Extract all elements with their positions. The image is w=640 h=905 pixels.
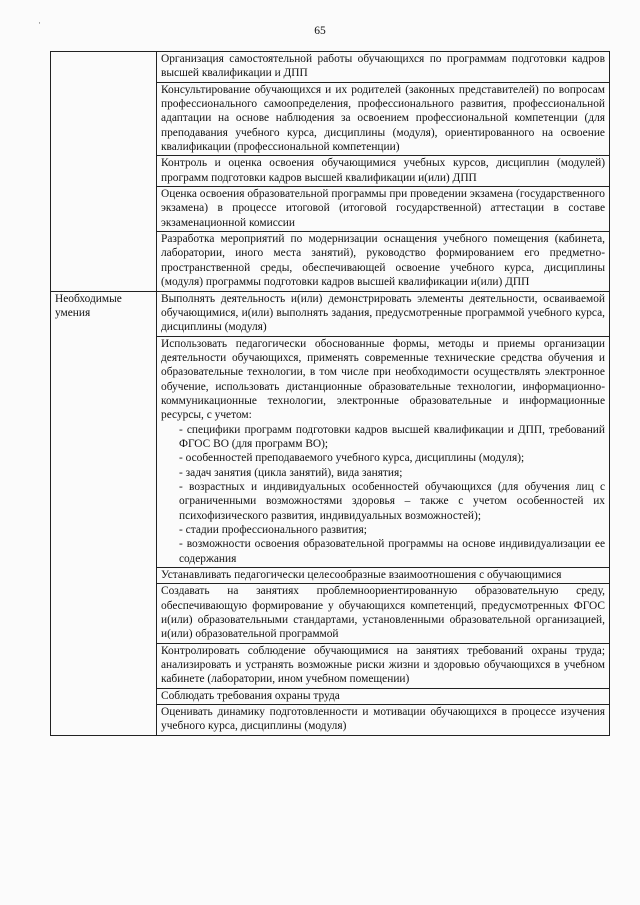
skill-cell: Оценивать динамику подготовленности и мотивации обучающихся в процессе изучения учебного курса, дисциплины (модуля): [157, 705, 610, 736]
action-cell: Разработка мероприятий по модернизации оснащения учебного помещения (кабинета, лаборатории, иного места занятий), руководство формированием его предметно-пространственной среды, обеспечивающей освоение учебного курса, дисциплины (модуля) программы подготовки кадров высшей квалификации и(или) ДПП: [157, 232, 610, 291]
action-cell: Оценка освоения образовательной программы при проведении экзамена (государственного экзамена) в процессе итоговой (итоговой государственной) аттестации в составе экзаменационной комиссии: [157, 187, 610, 232]
skill-cell-with-list: [157, 336, 610, 568]
table-row: [51, 52, 610, 83]
skill-cell: Выполнять деятельность и(или) демонстрировать элементы деятельности, осваиваемой обучающимися, и(или) выполнять задания, предусмотренные программой учебного курса, дисциплины (модуля): [157, 291, 610, 336]
page-number: 65: [314, 25, 326, 37]
skill-cell: Устанавливать педагогически целесообразные взаимоотношения с обучающимися: [157, 568, 610, 584]
skill-list-item: - специфики программ подготовки кадров высшей квалификации и ДПП, требований ФГОС ВО (для программ ВО);: [179, 423, 605, 450]
action-cell: Организация самостоятельной работы обучающихся по программам подготовки кадров высшей квалификации и ДПП: [157, 52, 610, 83]
action-cell: Консультирование обучающихся и их родителей (законных представителей) по вопросам профессионального самоопределения, профессионального развития, профессиональной адаптации на основе наблюдения за освоением профессиональной компетенции (для преподавания учебного курса, дисциплины (модуля), ориентированного на освоение квалификации (профессиональной компетенции): [157, 82, 610, 156]
table-row: [51, 291, 610, 336]
label-cell-empty: [51, 52, 157, 292]
skill-cell: Создавать на занятиях проблемноориентированную образовательную среду, обеспечивающую формирование у обучающихся компетенций, предусмотренных ФГОС и(или) образовательными стандартами, установленными образовательной организацией, и(или) образовательной программой: [157, 584, 610, 643]
skill-list-item: - возрастных и индивидуальных особенностей обучающихся (для обучения лиц с ограниченными возможностями здоровья – также с учетом особенностей их психофизического развития, индивидуальных возможностей);: [179, 480, 605, 522]
skill-cell: Соблюдать требования охраны труда: [157, 688, 610, 704]
skill-list-item: - особенностей преподаваемого учебного курса, дисциплины (модуля);: [179, 452, 525, 465]
competency-table: [50, 51, 610, 736]
skills-label: Необходимые умения: [51, 291, 157, 735]
skill-cell: Контролировать соблюдение обучающимися на занятиях требований охраны труда; анализировать и устранять возможные риски жизни и здоровью обучающихся в учебном кабинете (лаборатории, ином учебном помещении): [157, 643, 610, 688]
skill-list-item: - задач занятия (цикла занятий), вида занятия;: [179, 466, 403, 479]
skill-intro-text: Использовать педагогически обоснованные формы, методы и приемы организации деятельности обучающихся, применять современные технические средства обучения и образовательные технологии, в том числе при необходимости осуществлять электронное обучение, использовать дистанционные образовательные технологии, информационно-коммуникационные технологии, электронные образовательные и информационные ресурсы, с учетом:: [161, 337, 605, 422]
skill-list-item: - стадии профессионального развития;: [179, 524, 367, 536]
skill-list-item: - возможности освоения образовательной программы на основе индивидуализации ее содержания: [179, 538, 605, 565]
action-cell: Контроль и оценка освоения обучающимися учебных курсов, дисциплин (модулей) программ подготовки кадров высшей квалификации и(или) ДПП: [157, 156, 610, 187]
scan-mark: ·: [38, 18, 41, 28]
